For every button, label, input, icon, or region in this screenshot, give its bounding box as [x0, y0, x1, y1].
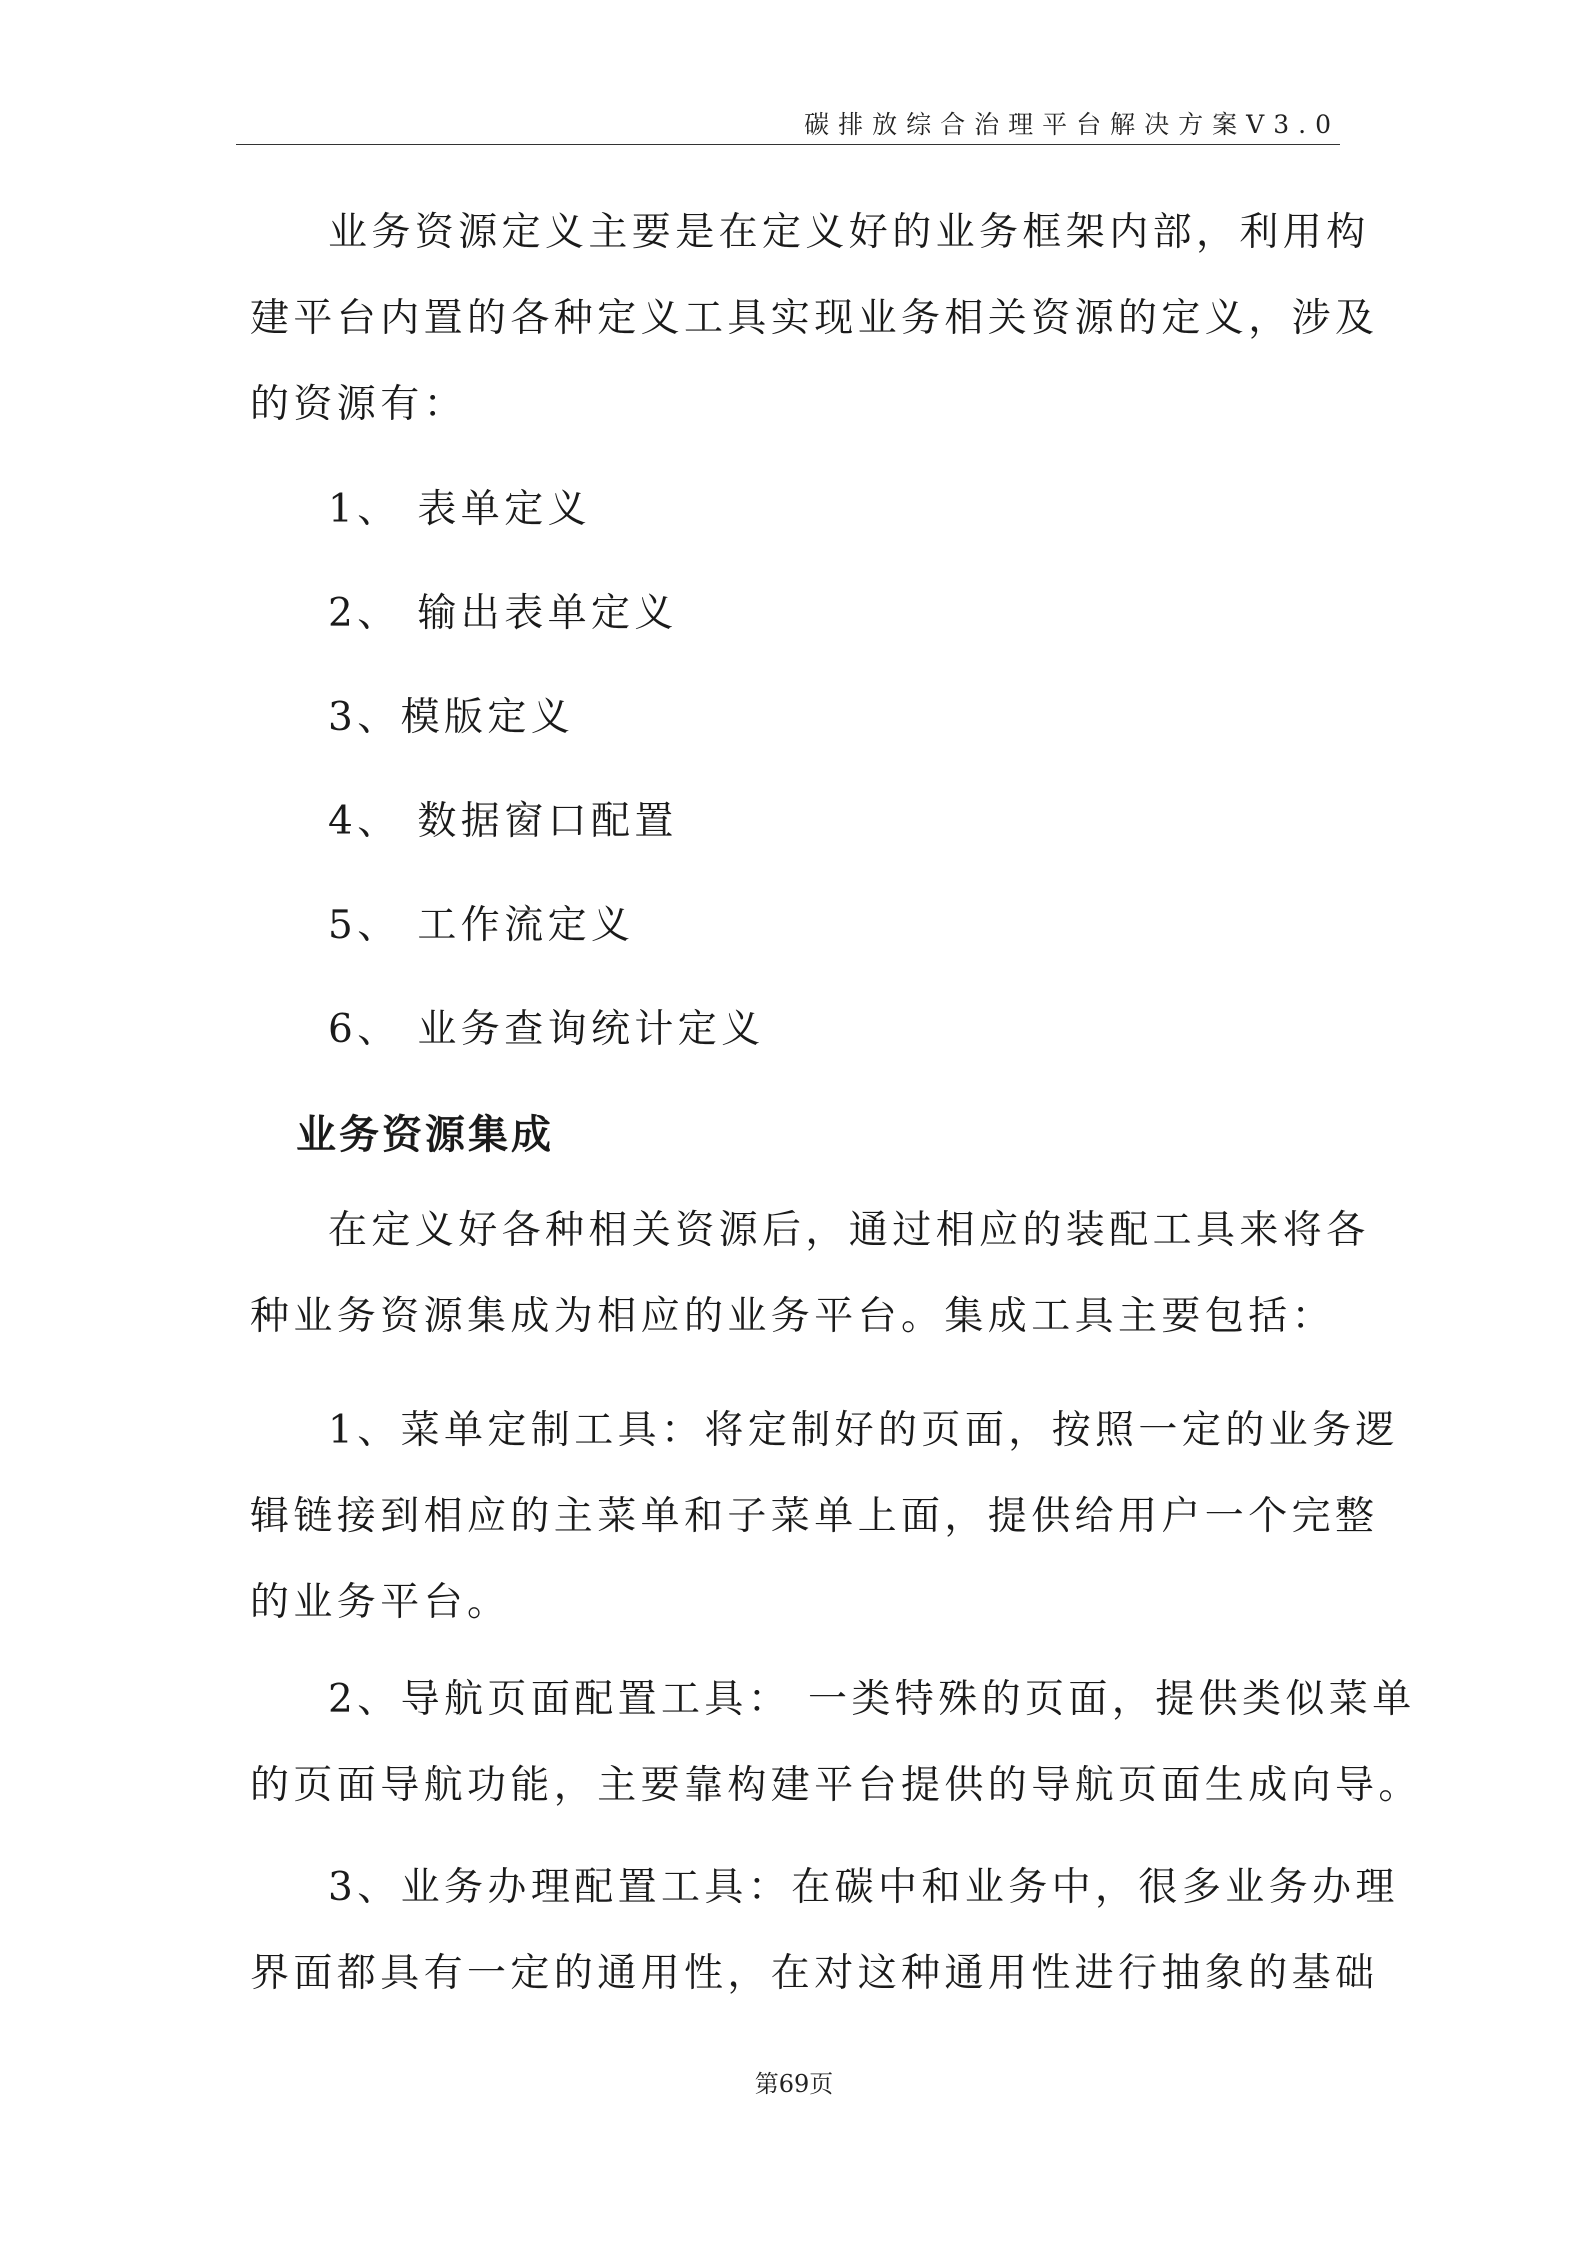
page-number: 第69页: [754, 2070, 834, 2098]
definition-intro-line-1: 业务资源定义主要是在定义好的业务框架内部，利用构: [328, 210, 1370, 255]
list-item: 5、 工作流定义: [328, 903, 635, 948]
list-item: 3、模版定义: [328, 695, 575, 740]
tool1-line-1: 1、菜单定制工具：将定制好的页面，按照一定的业务逻: [328, 1408, 1399, 1453]
list-item: 1、 表单定义: [328, 487, 592, 532]
tool3-line-1: 3、业务办理配置工具：在碳中和业务中，很多业务办理: [328, 1865, 1399, 1910]
definition-intro-line-3: 的资源有：: [250, 382, 468, 427]
tool2-line-2: 的页面导航功能，主要靠构建平台提供的导航页面生成向导。: [250, 1763, 1422, 1808]
integration-intro-line-2: 种业务资源集成为相应的业务平台。集成工具主要包括：: [250, 1294, 1336, 1339]
integration-intro-line-1: 在定义好各种相关资源后，通过相应的装配工具来将各: [328, 1208, 1370, 1253]
definition-intro-line-2: 建平台内置的各种定义工具实现业务相关资源的定义，涉及: [250, 296, 1379, 341]
tool1-line-2: 辑链接到相应的主菜单和子菜单上面，提供给用户一个完整: [250, 1494, 1379, 1539]
tool1-line-3: 的业务平台。: [250, 1580, 511, 1625]
document-title: 碳排放综合治理平台解决方案V3.0: [804, 110, 1340, 139]
list-item: 6、 业务查询统计定义: [328, 1007, 765, 1052]
list-item: 2、 输出表单定义: [328, 591, 678, 636]
tool2-line-1: 2、导航页面配置工具： 一类特殊的页面，提供类似菜单: [328, 1677, 1416, 1722]
tool3-line-2: 界面都具有一定的通用性，在对这种通用性进行抽象的基础: [250, 1951, 1379, 1996]
page-header: [236, 108, 1340, 145]
section-heading: 业务资源集成: [296, 1111, 554, 1158]
list-item: 4、 数据窗口配置: [328, 799, 678, 844]
